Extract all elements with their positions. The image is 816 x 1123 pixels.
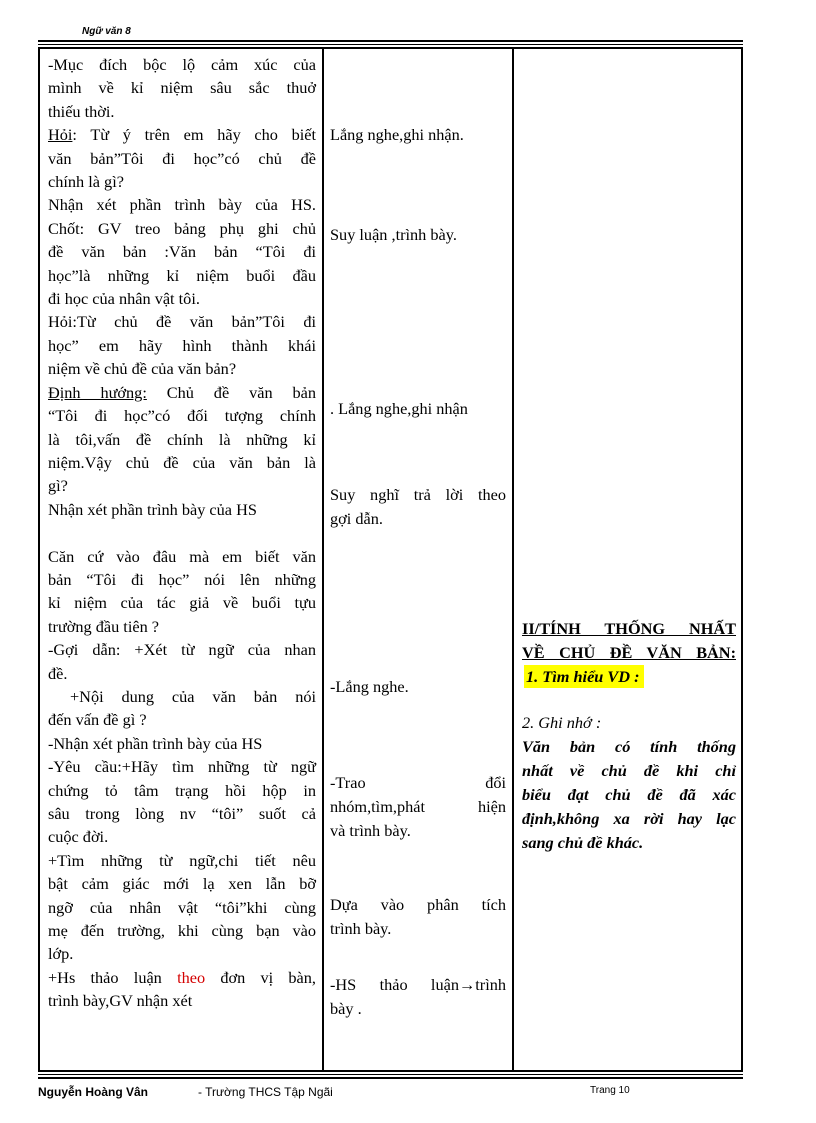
teacher-activity-column [48,53,316,1013]
text-line: đề văn bản :Văn bản “Tôi đi [48,242,316,262]
text-line: trình bày,GV nhận xét [48,991,193,1011]
text-line: Định hướng: Chủ đề văn bản [48,382,317,402]
footer-author: Nguyễn Hoàng Vân [38,1085,149,1099]
footer-page-number: Trang 10 [590,1085,630,1096]
text-line: +Nội dung của văn bản nói [70,686,316,706]
text-line: chứng tỏ tâm trạng hồi hộp in [48,780,316,800]
student-response: -Lắng nghe. [330,677,409,696]
text-line: Căn cứ vào đâu mà em biết văn [48,546,316,566]
header-rule-thin [38,44,743,45]
text-line: văn bản”Tôi đi học”có chủ đề [48,148,316,168]
header-rule-thick [38,40,743,42]
text-line: -Nhận xét phần trình bày của HS [48,733,263,753]
text-line: thiếu thời. [48,101,115,121]
text-line: Nhận xét phần trình bày của HS [48,499,257,519]
text-line: kỉ niệm của tác giả về buổi tựu [48,593,316,613]
text-line: Chốt: GV treo bảng phụ ghi chủ [48,218,316,238]
section-title: II/TÍNH THỐNG NHẤT [522,619,736,638]
student-response: gợi dẫn. [330,509,383,528]
text-line: niệm về chủ đề của văn bản? [48,359,237,379]
text-line: ngỡ của nhân vật “tôi”khi cùng [48,897,316,917]
student-activity-column [330,49,506,1049]
student-response: trình bày. [330,919,392,938]
text-line: Hỏi:Từ chủ đề văn bản”Tôi đi [48,312,316,332]
blank-line [48,521,316,544]
text-line: -Yêu cầu:+Hãy tìm những từ ngữ [48,757,316,777]
text-line: +Tìm những từ ngữ,chi tiết nêu [48,850,316,870]
text-line: sâu trong lòng nv “tôi” suốt cả [48,804,316,823]
highlighted-word: theo [177,967,206,987]
footer-rule-thick [38,1077,743,1079]
column-divider-1 [322,49,324,1070]
example-heading: 1. Tìm hiểu VD : [522,665,736,688]
text-line: đề. [48,663,68,683]
text-line: mẹ đến trường, khi cùng bạn vào [48,921,316,941]
student-response: Lắng nghe,ghi nhận. [330,125,464,144]
student-response: -Trao đổi [330,773,506,792]
text-line: niệm.Vậy chủ đề của văn bản là [48,452,316,472]
page-header-title: Ngữ văn 8 [82,26,131,37]
text-line: chính là gì? [48,172,124,192]
text-line: học” em hãy hình thành khái [48,335,316,355]
text-line: là tôi,vấn đề chính là những kỉ [48,429,316,449]
remember-text-line: định,không xa rời hay lạc [522,809,736,828]
remember-text-line: Văn bản có tính thống [522,737,736,756]
student-response: -HS thảo luận→trình [330,975,506,994]
footer-rule-thin [38,1074,743,1075]
student-response: nhóm,tìm,phát hiện [330,797,506,816]
remember-text-line: sang chủ đề khác. [522,833,644,852]
text-line: -Gợi dẫn: +Xét từ ngữ của nhan [48,640,316,660]
content-column [522,49,736,1049]
text-line: +Hs thảo luận theo đơn vị bàn, [48,967,316,987]
text-line: đi học của nhân vật tôi. [48,289,200,309]
student-response: Suy nghĩ trả lời theo [330,485,506,504]
remember-heading: 2. Ghi nhớ : [522,713,602,732]
remember-text-line: biểu đạt chủ đề đã xác [522,785,736,804]
student-response: bày . [330,999,362,1018]
text-line: đến vấn đề gì ? [48,710,147,730]
text-line: học”là những kỉ niệm buổi đầu [48,265,316,285]
text-line: mình về kỉ niệm sâu sắc thuở [48,78,316,98]
text-line: gì? [48,476,68,496]
text-line: “Tôi đi học”có đối tượng chính [48,406,316,426]
student-response: và trình bày. [330,821,411,840]
student-response: Dựa vào phân tích [330,895,506,914]
remember-text-line: nhất về chủ đề khi chỉ [522,761,736,780]
text-line: cuộc đời. [48,827,109,847]
text-line: Hỏi: Từ ý trên em hãy cho biết [48,125,316,145]
guidance-label: Định hướng: [48,382,147,402]
column-divider-2 [512,49,514,1070]
student-response: Suy luận ,trình bày. [330,225,457,244]
lesson-table [38,47,743,1072]
section-title: VỀ CHỦ ĐỀ VĂN BẢN: [522,643,736,662]
text-line: -Mục đích bộc lộ cảm xúc của [48,55,316,74]
footer-school: - Trường THCS Tập Ngãi [198,1085,333,1099]
text-line: bật cảm giác mới lạ xen lẫn bỡ [48,874,316,894]
text-line: Nhận xét phần trình bày của HS. [48,195,316,215]
student-response: . Lắng nghe,ghi nhận [330,399,468,418]
text-line: trường đầu tiên ? [48,616,160,636]
question-label: Hỏi [48,125,73,145]
text-line: bản “Tôi đi học” nói lên những [48,569,316,589]
right-arrow-icon: → [458,975,476,994]
text-line: lớp. [48,944,74,964]
